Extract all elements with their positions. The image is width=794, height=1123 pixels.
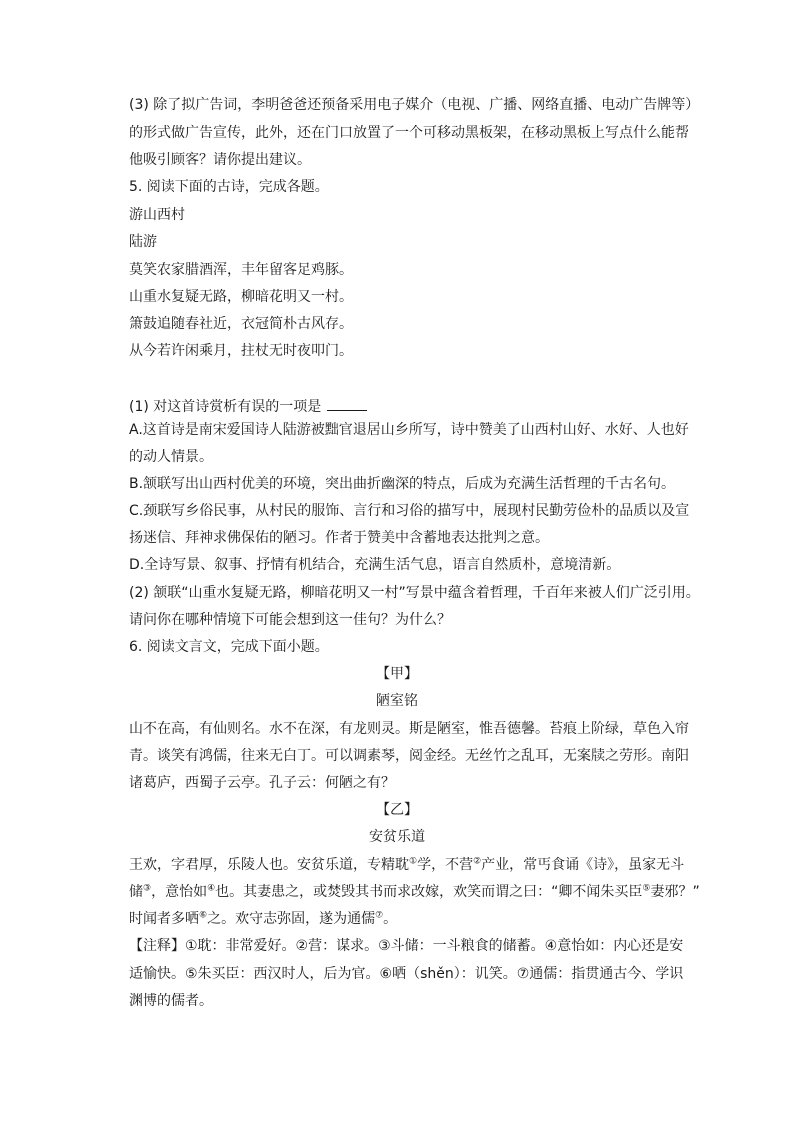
q5-sub1 — [129, 396, 367, 417]
q6-stem: 6. 阅读文言文，完成下面小题。 — [129, 639, 329, 655]
note-marker: ⑦ — [375, 910, 384, 921]
q5-sub2-line: 请问你在哪种情境下可能会想到这一佳句？为什么？ — [129, 612, 451, 628]
option-line: C.颈联写乡俗民事，从村民的服饰、言行和习俗的描写中，展现村民勤劳俭朴的品质以及宣 — [129, 503, 690, 519]
answer-blank[interactable] — [327, 396, 367, 411]
option-line: D.全诗写景、叙事、抒情有机结合，充满生活气息，语言自然质朴，意境清新。 — [129, 557, 621, 573]
yi-text-line — [129, 855, 684, 875]
yi-text: 时闻者多哂 — [129, 911, 199, 927]
yi-text: 也。其妻患之，或焚毁其书而求改嫁，欢笑而谓之曰：“卿不闻朱买臣 — [215, 884, 643, 900]
note-marker: ③ — [143, 883, 152, 894]
jia-text-line: 诸葛庐，西蜀子云亭。孔子云：何陋之有？ — [129, 775, 395, 791]
q4-part3-line: (3) 除了拟广告词，李明爸爸还预备采用电子媒介（电视、广播、网络直播、电动广告牌等） — [129, 97, 700, 113]
option-line: B.颔联写出山西村优美的环境，突出曲折幽深的特点，后成为充满生活哲理的千古名句。 — [129, 476, 676, 492]
notes-line: 适愉快。⑤朱买臣：西汉时人，后为官。⑥哂（shěn）：讥笑。⑦通儒：指贯通古今、学识 — [129, 966, 684, 982]
section-title-jia: 陋室铭 — [376, 693, 418, 709]
poem-line: 莫笑农家腊酒浑，丰年留客足鸡豚。 — [129, 262, 353, 278]
yi-text: 妻邪？” — [650, 884, 700, 900]
yi-text: 学，不营 — [417, 857, 474, 873]
yi-text-line — [129, 882, 700, 902]
option-line: 扬迷信、拜神求佛保佑的陋习。作者于赞美中含蓄地表达批判之意。 — [129, 530, 549, 546]
section-label-jia: 【甲】 — [376, 666, 418, 682]
yi-text: 产业，常丐食诵《诗》，虽家无斗 — [481, 857, 685, 873]
yi-text-line — [129, 909, 397, 929]
yi-text: 之。欢守志弥固，遂为通儒 — [207, 911, 376, 927]
q5-sub1-text: (1) 对这首诗赏析有误的一项是 — [129, 399, 322, 415]
section-title-yi: 安贫乐道 — [369, 829, 425, 845]
yi-text: ，意怡如 — [151, 884, 208, 900]
jia-text-line: 青。谈笑有鸿儒，往来无白丁。可以调素琴，阅金经。无丝竹之乱耳，无案牍之劳形。南阳 — [129, 748, 689, 764]
option-line: 的动人情景。 — [129, 449, 213, 465]
q5-stem: 5. 阅读下面的古诗，完成各题。 — [129, 179, 329, 195]
poem-author: 陆游 — [129, 234, 157, 250]
yi-text: 王欢，字君厚，乐陵人也。安贫乐道，专精耽 — [129, 857, 409, 873]
jia-text-line: 山不在高，有仙则名。水不在深，有龙则灵。斯是陋室，惟吾德馨。苔痕上阶绿，草色入帘 — [129, 721, 689, 737]
notes-line: 渊博的儒者。 — [129, 993, 213, 1009]
note-marker: ① — [409, 856, 418, 867]
section-label-yi: 【乙】 — [376, 802, 418, 818]
notes-line: 【注释】①耽：非常爱好。②营：谋求。③斗储：一斗粮食的储蓄。④意怡如：内心还是安 — [129, 938, 684, 954]
option-line: A.这首诗是南宋爱国诗人陆游被黜官退居山乡所写，诗中赞美了山西村山好、水好、人也好 — [129, 422, 689, 438]
yi-text: 。 — [383, 911, 398, 927]
q5-sub2-line: (2) 颔联“山重水复疑无路，柳暗花明又一村”写景中蕴含着哲理，千百年来被人们广泛引用。 — [129, 585, 700, 601]
note-marker: ④ — [207, 883, 216, 894]
yi-text: 储 — [129, 884, 143, 900]
note-marker: ⑤ — [642, 883, 651, 894]
q4-part3-line: 他吸引顾客？请你提出建议。 — [129, 152, 311, 168]
poem-line: 山重水复疑无路，柳暗花明又一村。 — [129, 289, 353, 305]
q4-part3-line: 的形式做广告宣传，此外，还在门口放置了一个可移动黑板架，在移动黑板上写点什么能帮 — [129, 125, 689, 141]
poem-title: 游山西村 — [129, 207, 185, 223]
note-marker: ⑥ — [199, 910, 208, 921]
poem-line: 箫鼓追随春社近，衣冠简朴古风存。 — [129, 316, 353, 332]
poem-line: 从今若许闲乘月，拄杖无时夜叩门。 — [129, 343, 353, 359]
note-marker: ② — [473, 856, 482, 867]
